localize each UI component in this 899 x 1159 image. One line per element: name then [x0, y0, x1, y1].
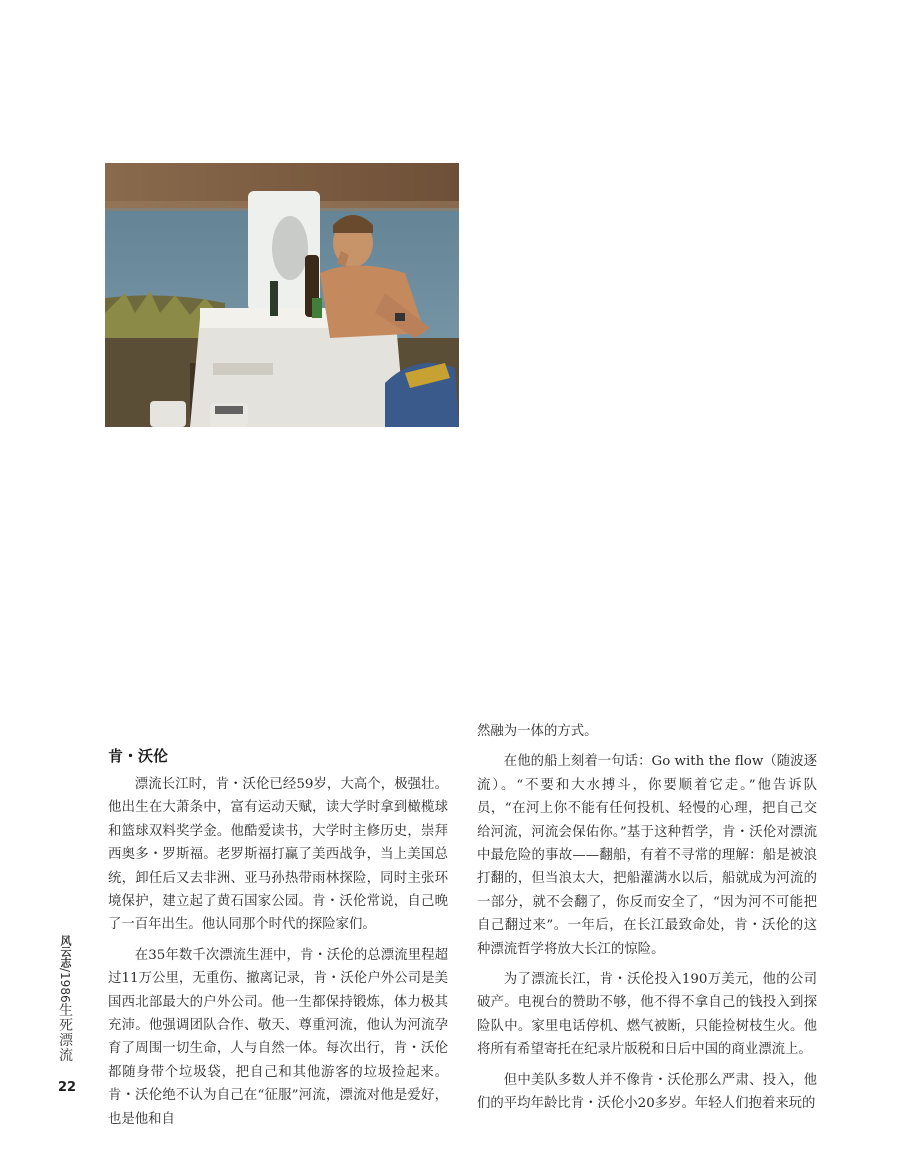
article-paragraph: 然融为一体的方式。 — [477, 724, 598, 739]
article-paragraph: 漂流长江时，肯・沃伦已经59岁，大高个，极强壮。他出生在大萧条中，富有运动天赋，读大学时拿到橄榄球和篮球双料奖学金。他酷爱读书，大学时主修历史，崇拜西奥多・罗斯福。老罗斯福打赢了美西战争，当上美国总统，卸任后又去非洲、亚马孙热带雨林探险，同时主张环境保护，建立起了黄石国家公园。肯・沃伦常说，自己晚了一百年出生。他认同那个时代的探险家们。 — [108, 777, 448, 933]
issue-year: /1986 — [58, 968, 72, 1003]
running-header — [57, 935, 81, 1095]
article-column-left — [108, 745, 448, 1138]
article-paragraph: 但中美队多数人并不像肯・沃伦那么严肃、投入，他们的平均年龄比肯・沃伦小20多岁。年轻人们抱着来玩的 — [477, 1072, 817, 1112]
article-paragraph: 在35年数千次漂流生涯中，肯・沃伦的总漂流里程超过11万公里，无重伤、撤离记录，肯・沃伦户外公司是美国西北部最大的户外公司。他一生都保持锻炼，体力极其充沛。他强调团队合作、敬天、尊重河流，他认为河流孕育了周围一切生命，人与自然一体。每次出行，肯・沃伦都随身带个垃圾袋，把自己和其他游客的垃圾捡起来。肯・沃伦绝不认为自己在“征服”河流，漂流对他是爱好，也是他和自 — [108, 947, 448, 1127]
article-heading: 肯・沃伦 — [108, 747, 169, 765]
article-paragraph: 为了漂流长江，肯・沃伦投入190万美元，他的公司破产。电视台的赞助不够，他不得不拿自己的钱投入到探险队中。家里电话停机、燃气被断，只能捡树枝生火。他将所有希望寄托在纪录片版税和日后中国的商业漂流上。 — [477, 972, 817, 1058]
section-title: 生死漂流 — [57, 1002, 73, 1063]
article-photo — [105, 163, 459, 427]
magazine-name: 风云志 — [59, 935, 72, 968]
article-paragraph: 在他的船上刻着一句话：Go with the flow（随波逐流）。“不要和大水搏斗，你要顺着它走。”他告诉队员，“在河上你不能有任何投机、轻慢的心理，把自己交给河流，河流会保佑你。”基于这种哲学，肯・沃伦对漂流中最危险的事故——翻船，有着不寻常的理解：船是被浪打翻的，但当浪太大，把船灌满水以后，船就成为河流的一部分，就不会翻了，你反而安全了，“因为河不可能把自己翻过来”。一年后，在长江最致命处，肯・沃伦的这种漂流哲学将放大长江的惊险。 — [477, 754, 817, 957]
page-number: 22 — [58, 1080, 77, 1095]
article-column-right — [477, 720, 817, 1123]
photo-man-with-cooler-by-river — [105, 163, 459, 427]
running-header-text — [57, 935, 73, 1063]
